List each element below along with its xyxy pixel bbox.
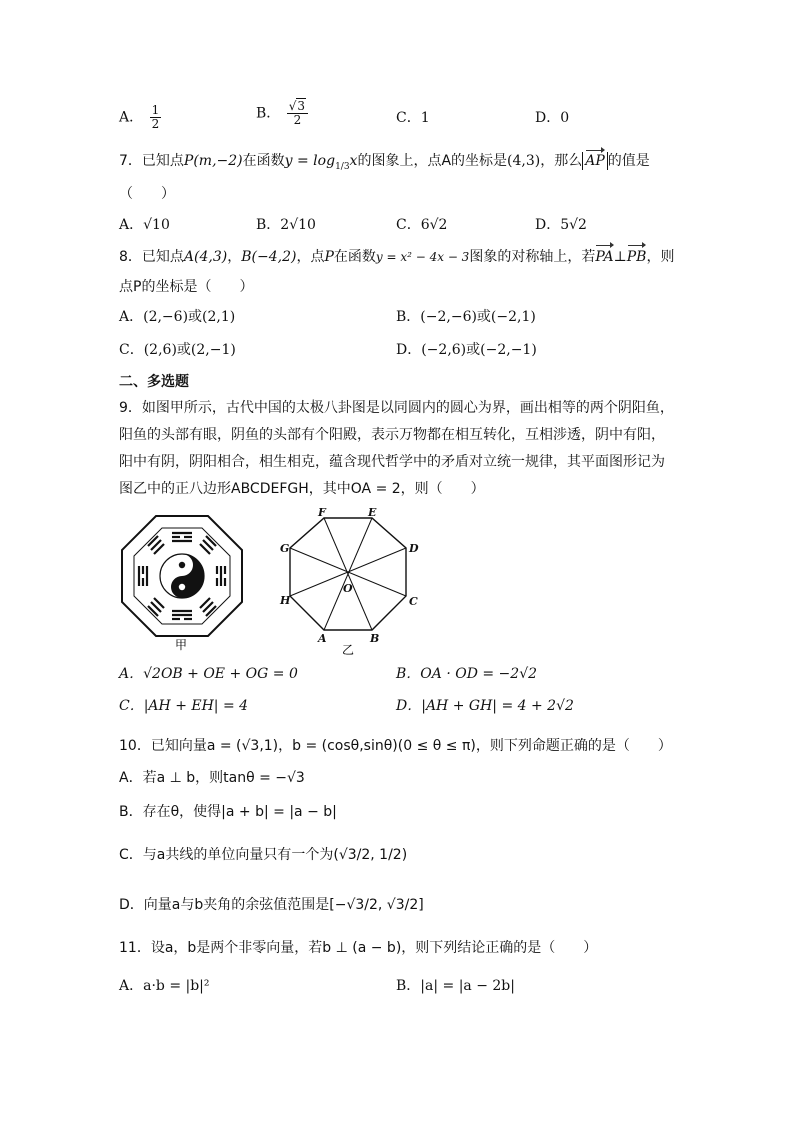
- figure-jia-caption: 甲: [174, 638, 188, 652]
- q8-point-b: B(−4,2): [241, 249, 297, 265]
- q8-perp-symbol: ⊥: [613, 249, 627, 265]
- q7-text-3: 的图象上，点A的坐标是: [357, 153, 508, 169]
- q7-option-b: B．2√10: [256, 217, 316, 233]
- figure-yi-caption: 乙: [341, 643, 355, 656]
- q7-point-p: P(m,−2): [183, 153, 243, 169]
- bagua-figure: [120, 512, 244, 652]
- q8-option-a: A．(2,−6)或(2,1): [119, 309, 236, 325]
- q6-option-b-label: B．: [256, 105, 281, 122]
- q6-option-b-denominator: 2: [293, 113, 302, 127]
- q8-point-p: P: [324, 249, 334, 265]
- q8-text-5: ，则: [646, 249, 675, 265]
- q7-stem: [119, 151, 650, 177]
- q7-function-arg: x: [349, 153, 358, 169]
- q8-option-b: B．(−2,−6)或(−2,1): [396, 309, 536, 325]
- q6-option-c: C．1: [396, 110, 430, 126]
- q6-option-b-radicand: 3: [297, 99, 306, 113]
- q6-option-a: [119, 104, 163, 131]
- q7-log-base: 1/3: [335, 161, 350, 172]
- vertex-e-label: E: [368, 506, 377, 519]
- q10-option-d: D．向量a与b夹角的余弦值范围是[−√3/2, √3/2]: [119, 897, 424, 913]
- q7-option-d: D．5√2: [535, 217, 587, 233]
- vertex-f-label: F: [318, 506, 326, 519]
- q11-option-a: A．a·b = |b|²: [119, 978, 210, 994]
- q8-vector-pa: PA: [595, 249, 614, 265]
- q9-option-a: A．√2OB + OE + OG = 0: [119, 666, 298, 682]
- q6-option-a-denominator: 2: [151, 117, 160, 131]
- q9-stem-line2: 阳鱼的头部有眼，阴鱼的头部有个阳殿，表示万物都在相互转化，互相涉透，阴中有阳，: [119, 427, 665, 443]
- q10-stem: 10．已知向量a = (√3,1)，b = (cosθ,sinθ)(0 ≤ θ ≤ π)，则下列命题正确的是（ ）: [119, 738, 672, 754]
- center-o-label: O: [343, 582, 353, 595]
- q7-vector-ap: AP: [585, 153, 605, 169]
- q9-option-b: B．OA · OD = −2√2: [396, 666, 538, 682]
- q9-stem-line4: 图乙中的正八边形ABCDEFGH，其中OA = 2，则（ ）: [119, 481, 485, 497]
- vertex-c-label: C: [409, 595, 418, 608]
- q8-option-c: C．(2,6)或(2,−1): [119, 342, 236, 358]
- q7-text-2: 在函数: [242, 153, 285, 169]
- q7-text-4: ，那么: [540, 153, 583, 169]
- q8-function: y = x² − 4x − 3: [375, 250, 470, 264]
- q8-stem-line2: 点P的坐标是（ ）: [119, 279, 254, 295]
- q7-text-1: 7．已知点: [119, 153, 184, 169]
- q11-option-b: B．|a| = |a − 2b|: [396, 978, 515, 994]
- vertex-d-label: D: [409, 542, 419, 555]
- q6-option-d: D．0: [535, 110, 570, 126]
- q8-text-4: 图象的对称轴上，若: [469, 249, 596, 265]
- q10-option-b: B．存在θ，使得|a + b| = |a − b|: [119, 804, 337, 820]
- q7-option-c: C．6√2: [396, 217, 448, 233]
- q6-option-b-numerator: √3: [287, 100, 308, 114]
- q8-text-1: 8．已知点: [119, 249, 184, 265]
- q6-option-b: [256, 100, 310, 127]
- q6-option-a-label: A．: [119, 109, 144, 126]
- q10-option-a: A．若a ⊥ b，则tanθ = −√3: [119, 770, 305, 786]
- q8-text-2: ，点: [296, 249, 325, 265]
- q7-point-a: (4,3): [507, 153, 541, 169]
- q8-vector-pb: PB: [626, 249, 647, 265]
- q8-point-a: A(4,3): [183, 249, 228, 265]
- q8-text-3: 在函数: [333, 249, 376, 265]
- vertex-h-label: H: [280, 594, 291, 607]
- q10-option-c: C．与a共线的单位向量只有一个为(√3/2, 1/2): [119, 847, 408, 863]
- vertex-a-label: A: [318, 632, 327, 645]
- octagon-figure: [276, 506, 426, 656]
- q7-option-a: A．√10: [119, 217, 170, 233]
- vertex-b-label: B: [370, 632, 380, 645]
- q8-option-d: D．(−2,6)或(−2,−1): [396, 342, 537, 358]
- q6-option-a-numerator: 1: [151, 103, 160, 117]
- q9-option-c: C．|AH + EH| = 4: [119, 698, 249, 714]
- yin-yang-symbol: [160, 554, 204, 598]
- q8-stem: [119, 247, 674, 267]
- q9-stem-line1: 9．如图甲所示，古代中国的太极八卦图是以同圆内的圆心为界，画出相等的两个阴阳鱼，: [119, 400, 674, 416]
- vertex-g-label: G: [280, 542, 290, 555]
- section-heading-multi-choice: 二、多选题: [119, 374, 189, 390]
- q9-option-d: D．|AH + GH| = 4 + 2√2: [396, 698, 574, 714]
- q7-vector-magnitude: [582, 152, 608, 170]
- q6-option-b-fraction: [287, 100, 308, 127]
- q7-function: y = log: [284, 153, 336, 169]
- q7-answer-blank: （ ）: [119, 186, 175, 202]
- q6-option-a-fraction: [150, 104, 162, 131]
- q11-stem: 11．设a，b是两个非零向量，若b ⊥ (a − b)，则下列结论正确的是（ ）: [119, 940, 598, 956]
- q7-text-5: 的值是: [607, 153, 650, 169]
- q8-separator: ，: [227, 249, 242, 265]
- q9-stem-line3: 阳中有阴，阴阳相合，相生相克，蕴含现代哲学中的矛盾对立统一规律，其平面图形记为: [119, 454, 665, 470]
